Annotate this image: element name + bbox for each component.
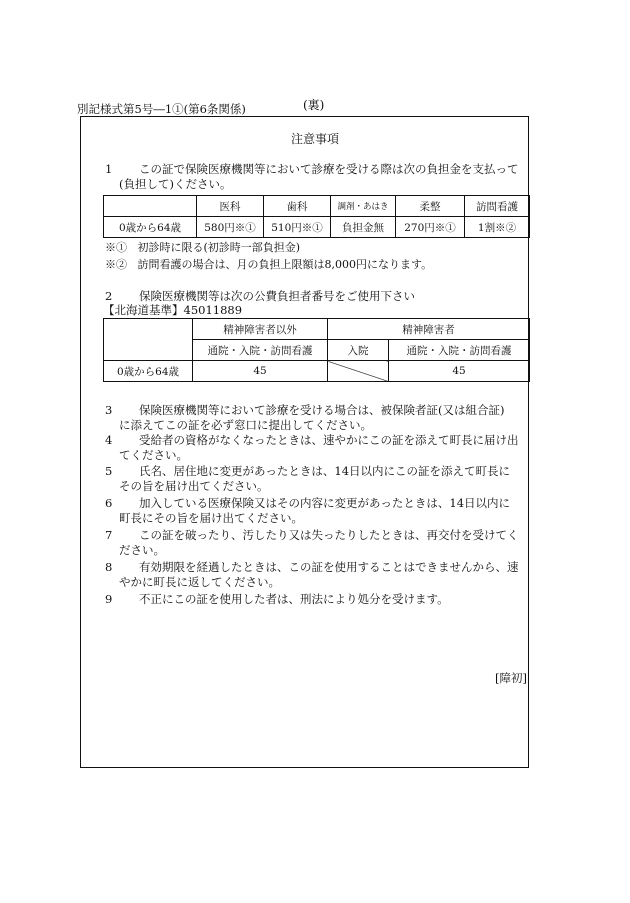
item-text: 有効期限を経過したときは、この証を使用することはできませんから、速 xyxy=(139,560,519,574)
note-mark: ※① xyxy=(105,241,127,254)
note-2 xyxy=(105,257,432,273)
item-7-line-1 xyxy=(105,528,519,544)
sub-header-outpatient-mental: 通院・入院・訪問看護 xyxy=(389,340,530,361)
item-6-line-1 xyxy=(105,496,510,512)
item-number: 5 xyxy=(105,464,113,478)
item-text: 保険医療機関等は次の公費負担者番号をご使用下さい xyxy=(139,289,415,303)
item-text: この証で保険医療機関等において診療を受ける際は次の負担金を支払って xyxy=(139,162,519,176)
table-row xyxy=(104,361,530,382)
item-3-line-1 xyxy=(105,403,504,419)
row-label: 0歳から64歳 xyxy=(104,217,197,238)
item-8-line-1 xyxy=(105,560,519,576)
item-7-line-2: ださい。 xyxy=(119,543,165,557)
item-1-line-2: (負担して)ください。 xyxy=(119,177,232,191)
item-8-line-2: やかに町長に返してください。 xyxy=(119,575,280,589)
item-text: 受給者の資格がなくなったときは、速やかにこの証を添えて町長に届け出 xyxy=(139,433,519,447)
table-corner-cell xyxy=(104,196,197,217)
table-row xyxy=(104,196,530,217)
page-title: 注意事項 xyxy=(290,132,339,146)
note-1 xyxy=(105,240,300,256)
crossed-out-cell xyxy=(328,361,389,382)
table-row xyxy=(104,217,530,238)
form-reference: 別記様式第5号―1①(第6条関係) xyxy=(77,102,246,116)
item-text: 不正にこの証を使用した者は、刑法により処分を受けます。 xyxy=(139,592,449,606)
sub-header-outpatient: 通院・入院・訪問看護 xyxy=(193,340,328,361)
value-judo: 270円※① xyxy=(396,217,465,238)
item-3-line-2: に添えてこの証を必ず窓口に提出してください。 xyxy=(119,418,372,432)
item-text: 保険医療機関等において診療を受ける場合は、被保険者証(又は組合証) xyxy=(139,403,505,417)
note-text: 初診時に限る(初診時一部負担金) xyxy=(137,241,301,254)
payer-number: 【北海道基準】45011889 xyxy=(103,303,243,317)
header-dental: 歯科 xyxy=(264,196,331,217)
item-number: 4 xyxy=(105,433,113,447)
item-4-line-1 xyxy=(105,433,519,449)
item-5-line-1 xyxy=(105,464,510,480)
copay-table xyxy=(103,195,530,238)
value-pharmacy: 負担金無 xyxy=(331,217,396,238)
note-text: 訪問看護の場合は、月の負担上限額は8,000円になります。 xyxy=(137,258,433,271)
value-mental: 45 xyxy=(389,361,530,382)
item-number: 3 xyxy=(105,403,113,417)
table-corner-cell xyxy=(104,319,193,361)
item-6-line-2: 町長にその旨を届け出てください。 xyxy=(119,511,303,525)
sub-header-inpatient: 入院 xyxy=(328,340,389,361)
item-number: 8 xyxy=(105,560,113,574)
header-pharmacy: 調剤・あはき xyxy=(331,196,396,217)
value-non-mental: 45 xyxy=(193,361,328,382)
item-text: 加入している医療保険又はその内容に変更があったときは、14日以内に xyxy=(139,496,511,510)
category-code: [障初] xyxy=(495,671,527,685)
header-visiting-nursing: 訪問看護 xyxy=(465,196,530,217)
back-side-label: (裏) xyxy=(303,98,325,112)
row-label: 0歳から64歳 xyxy=(104,361,193,382)
item-text: 氏名、居住地に変更があったときは、14日以内にこの証を添えて町長に xyxy=(139,464,511,478)
item-4-line-2: てください。 xyxy=(119,448,188,462)
item-5-line-2: その旨を届け出てください。 xyxy=(119,479,269,493)
item-number: 2 xyxy=(105,289,113,303)
table-row xyxy=(104,319,530,340)
value-medical: 580円※① xyxy=(197,217,264,238)
header-medical: 医科 xyxy=(197,196,264,217)
item-9-line-1 xyxy=(105,592,449,608)
group-non-mental: 精神障害者以外 xyxy=(193,319,328,340)
item-number: 6 xyxy=(105,496,113,510)
item-1-line-1 xyxy=(105,162,519,178)
payer-number-table xyxy=(103,318,530,382)
item-number: 9 xyxy=(105,592,113,606)
group-mental: 精神障害者 xyxy=(328,319,530,340)
note-mark: ※② xyxy=(105,258,127,271)
header-judo: 柔整 xyxy=(396,196,465,217)
value-visiting-nursing: 1割※② xyxy=(465,217,530,238)
item-text: この証を破ったり、汚したり又は失ったりしたときは、再交付を受けてく xyxy=(139,528,519,542)
item-number: 1 xyxy=(105,162,113,176)
value-dental: 510円※① xyxy=(264,217,331,238)
item-number: 7 xyxy=(105,528,113,542)
